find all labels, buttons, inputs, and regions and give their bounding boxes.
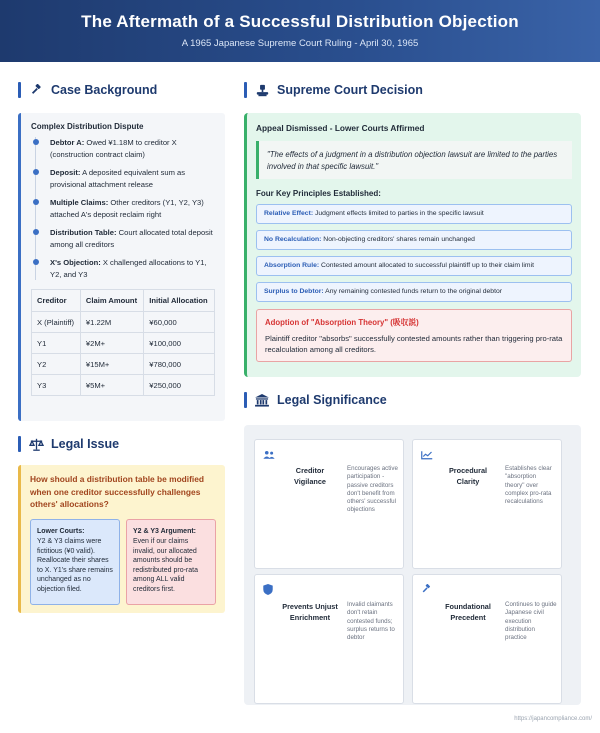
- list-item: [50, 137, 215, 160]
- bullet-dot: [33, 259, 39, 265]
- decision-heading: [244, 82, 423, 98]
- column-header: Claim Amount: [80, 290, 143, 312]
- principle-text: Any remaining contested funds return to the original debtor: [323, 288, 503, 295]
- principles-title: Four Key Principles Established:: [256, 189, 381, 198]
- footer-url: https://japancompliance.com/: [514, 716, 592, 722]
- list-item: [50, 257, 215, 280]
- users-icon: [263, 447, 275, 459]
- principle-label: No Recalculation:: [264, 236, 322, 243]
- bullet-dot: [33, 169, 39, 175]
- table-cell: ¥2M+: [80, 333, 143, 354]
- y-argument-box: [126, 519, 216, 605]
- chart-icon: [421, 447, 433, 459]
- legal-issue-card: [18, 465, 225, 613]
- table-row: [32, 333, 215, 354]
- lower-courts-box: [30, 519, 120, 605]
- gavel-icon: [421, 582, 433, 594]
- table-cell: ¥5M+: [80, 375, 143, 396]
- bullet-text: Other creditors (Y1, Y2, Y3) attached A's deposit reclaim right: [50, 198, 204, 219]
- section-title: Legal Significance: [277, 393, 387, 407]
- decision-quote: "The effects of a judgment in a distribution objection lawsuit are limited to the parties involved in that specific lawsuit.": [256, 141, 572, 179]
- table-header-row: [32, 290, 215, 312]
- bullet-label: X's Objection:: [50, 258, 101, 267]
- bullet-text: A deposited equivalent sum as provisional attachment release: [50, 168, 186, 189]
- bullet-text: X challenged allocations to Y1, Y2, and Y3: [50, 258, 207, 279]
- card-title: Creditor Vigilance: [294, 466, 326, 486]
- principle-text: Judgment effects limited to parties in the specific lawsuit: [313, 210, 484, 217]
- table-cell: ¥780,000: [144, 354, 215, 375]
- box-text: Y2 & Y3 claims were fictitious (¥0 valid). Reallocate their shares to X. Y1's share remains unchanged as no objection filed.: [37, 538, 113, 593]
- table-cell: Y2: [32, 354, 81, 375]
- list-item: [50, 227, 215, 250]
- absorption-title: Adoption of "Absorption Theory" (吸収説): [265, 318, 419, 327]
- case-background-card: [18, 113, 225, 421]
- table-cell: Y3: [32, 375, 81, 396]
- box-title: Lower Courts:: [37, 527, 85, 535]
- box-title: Y2 & Y3 Argument:: [133, 527, 197, 535]
- list-item: [50, 197, 215, 220]
- principle-item: [256, 204, 572, 224]
- institution-icon: [254, 392, 270, 408]
- significance-heading: [244, 392, 387, 408]
- principle-label: Surplus to Debtor:: [264, 288, 324, 295]
- shield-icon: [263, 582, 275, 594]
- bullet-dot: [33, 229, 39, 235]
- significance-card-foundational-precedent: [412, 574, 562, 704]
- column-header: Creditor: [32, 290, 81, 312]
- gavel-icon: [28, 82, 44, 98]
- bullet-label: Multiple Claims:: [50, 198, 109, 207]
- bullet-label: Deposit:: [50, 168, 81, 177]
- principle-label: Relative Effect:: [264, 210, 314, 217]
- heading-accent-bar: [244, 82, 247, 98]
- list-item: [50, 167, 215, 190]
- heading-accent-bar: [18, 82, 21, 98]
- card-title: Prevents Unjust Enrichment: [282, 602, 338, 622]
- table-row: [32, 375, 215, 396]
- card-description: Establishes clear "absorption theory" over complex pro-rata recalculations: [505, 465, 552, 506]
- principle-text: Contested amount allocated to successful plaintiff up to their claim limit: [319, 262, 534, 269]
- card-description: Continues to guide Japanese civil execution distribution practice: [505, 601, 557, 642]
- decision-title: Appeal Dismissed - Lower Courts Affirmed: [256, 123, 425, 133]
- case-bullet-list: [35, 137, 215, 280]
- card-description: Invalid claimants don't retain contested funds; surplus returns to debtor: [347, 601, 395, 642]
- table-cell: ¥100,000: [144, 333, 215, 354]
- significance-card-procedural-clarity: [412, 439, 562, 569]
- box-text: Even if our claims invalid, our allocated amounts should be redistributed pro-rata among ALL valid creditors first.: [133, 538, 198, 593]
- principle-item: [256, 230, 572, 250]
- heading-accent-bar: [244, 392, 247, 408]
- page-subtitle: A 1965 Japanese Supreme Court Ruling - April 30, 1965: [181, 38, 419, 49]
- card-title: Procedural Clarity: [448, 466, 488, 486]
- table-cell: X (Plaintiff): [32, 312, 81, 333]
- legal-issue-heading: [18, 436, 119, 452]
- section-title: Legal Issue: [51, 437, 120, 451]
- principle-label: Absorption Rule:: [264, 262, 320, 269]
- decision-card: [244, 113, 581, 377]
- significance-card-creditor-vigilance: [254, 439, 404, 569]
- heading-accent-bar: [18, 436, 21, 452]
- bullet-text: Owed ¥1.18M to creditor X (construction contract claim): [50, 138, 177, 159]
- section-title: Supreme Court Decision: [277, 83, 423, 97]
- card-title: Foundational Precedent: [445, 602, 491, 622]
- gavel-block-icon: [254, 82, 270, 98]
- page-title: The Aftermath of a Successful Distribution Objection: [81, 12, 519, 31]
- table-cell: ¥60,000: [144, 312, 215, 333]
- absorption-text: Plaintiff creditor "absorbs" successfully contested amounts rather than triggering pro-rata recalculation among all creditors.: [265, 334, 563, 354]
- case-card-title: Complex Distribution Dispute: [31, 122, 144, 131]
- scales-icon: [28, 436, 44, 452]
- table-row: [32, 354, 215, 375]
- absorption-theory-box: [256, 309, 572, 362]
- bullet-label: Debtor A:: [50, 138, 85, 147]
- significance-panel: [244, 425, 581, 705]
- column-header: Initial Allocation: [144, 290, 215, 312]
- bullet-text: Court allocated total deposit among all creditors: [50, 228, 213, 249]
- issue-boxes: [30, 519, 216, 605]
- case-background-heading: [18, 82, 157, 98]
- table-cell: ¥15M+: [80, 354, 143, 375]
- principle-text: Non-objecting creditors' shares remain unchanged: [321, 236, 475, 243]
- significance-card-unjust-enrichment: [254, 574, 404, 704]
- bullet-label: Distribution Table:: [50, 228, 117, 237]
- principle-item: [256, 256, 572, 276]
- table-cell: Y1: [32, 333, 81, 354]
- bullet-dot: [33, 139, 39, 145]
- table-cell: ¥1.22M: [80, 312, 143, 333]
- section-title: Case Background: [51, 83, 158, 97]
- bullet-dot: [33, 199, 39, 205]
- card-description: Encourages active participation - passive creditors don't benefit from others' successful objections: [347, 465, 398, 514]
- table-cell: ¥250,000: [144, 375, 215, 396]
- issue-question: How should a distribution table be modified when one creditor successfully challenges others' allocations?: [30, 474, 205, 509]
- table-row: [32, 312, 215, 333]
- claims-table: [31, 289, 215, 396]
- principle-item: [256, 282, 572, 302]
- header-banner: [0, 0, 600, 62]
